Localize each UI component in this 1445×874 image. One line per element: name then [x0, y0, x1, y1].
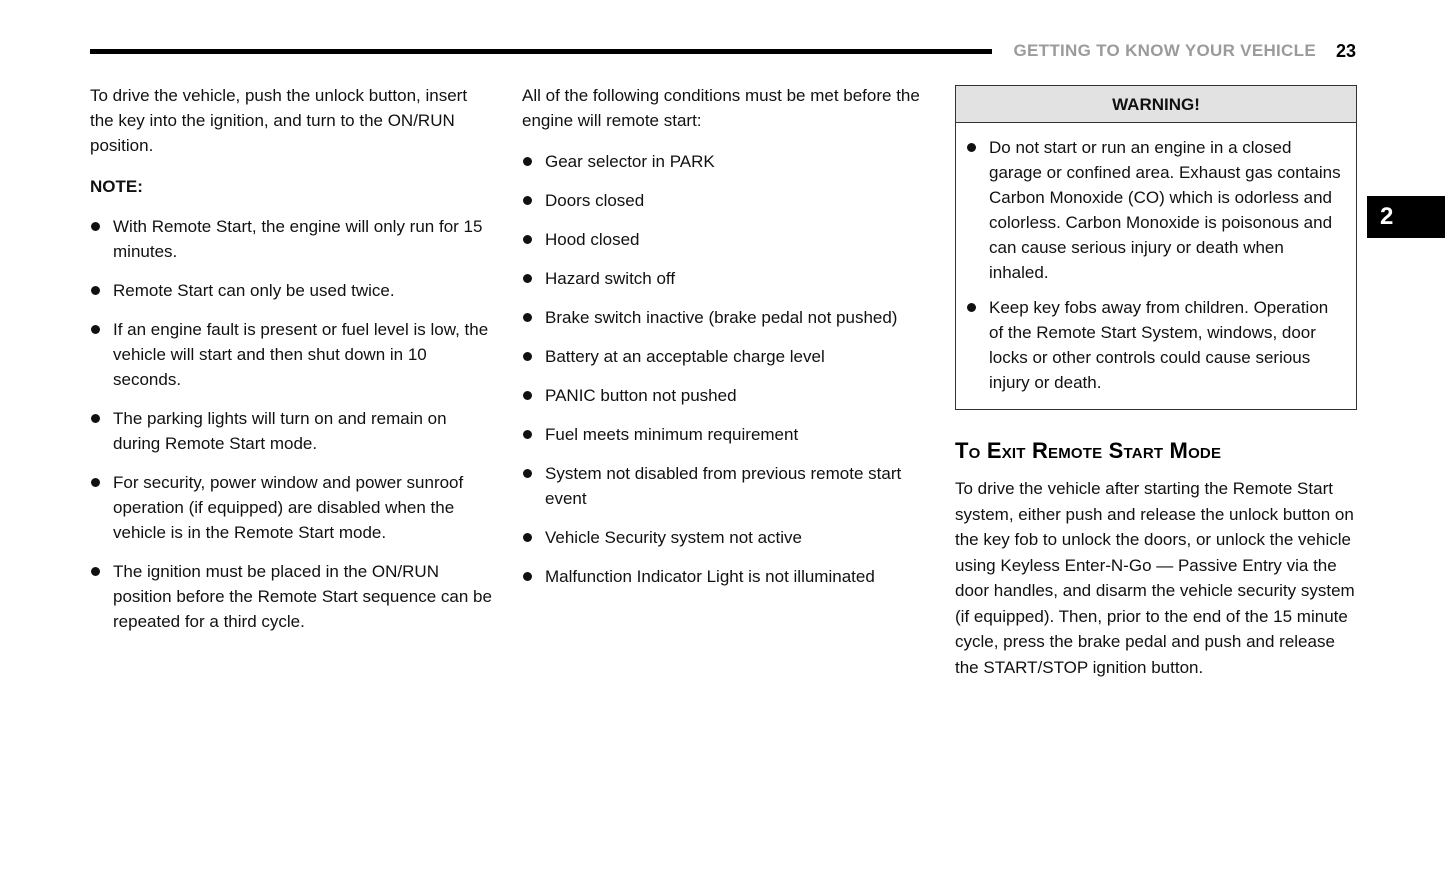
- column-middle: [522, 83, 930, 603]
- condition-item: Doors closed: [522, 188, 930, 213]
- section-title: GETTING TO KNOW YOUR VEHICLE: [1013, 41, 1316, 60]
- column-left: [90, 83, 494, 648]
- conditions-intro-paragraph: All of the following conditions must be met before the engine will remote start:: [522, 86, 920, 130]
- warning-item: Do not start or run an engine in a closed garage or confined area. Exhaust gas contains Carbon Monoxide (CO) which is odorless and colorless. Carbon Monoxide is poisonous and can cause serious injury or death when inhaled.: [966, 135, 1344, 285]
- warning-box: [955, 85, 1357, 410]
- warning-title: WARNING!: [956, 86, 1356, 123]
- exit-remote-start-paragraph: To drive the vehicle after starting the Remote Start system, either push and release the unlock button on the key fob to unlock the doors, or unlock the vehicle using Keyless Enter-N-Go — Passive Entry via the door handles, and disarm the vehicle security system (if equipped). Then, prior to the end of the 15 minute cycle, press the brake pedal and push and release the START/STOP ignition button.: [955, 479, 1355, 677]
- condition-item: Hood closed: [522, 227, 930, 252]
- warning-list: [966, 135, 1344, 395]
- exit-remote-start-heading: To Exit Remote Start Mode: [955, 438, 1222, 463]
- condition-item: System not disabled from previous remote start event: [522, 461, 930, 511]
- header-rule: [90, 49, 992, 54]
- condition-item: Brake switch inactive (brake pedal not pushed): [522, 305, 930, 330]
- column-right: [955, 85, 1357, 680]
- note-item: If an engine fault is present or fuel level is low, the vehicle will start and then shut down in 10 seconds.: [90, 317, 494, 392]
- condition-item: Gear selector in PARK: [522, 149, 930, 174]
- note-label: NOTE:: [90, 177, 143, 196]
- condition-item: Hazard switch off: [522, 266, 930, 291]
- warning-body: [956, 123, 1356, 409]
- condition-item: Vehicle Security system not active: [522, 525, 930, 550]
- left-intro-paragraph: To drive the vehicle, push the unlock button, insert the key into the ignition, and turn to the ON/RUN position.: [90, 86, 468, 155]
- warning-item: Keep key fobs away from children. Operation of the Remote Start System, windows, door locks or other controls could cause serious injury or death.: [966, 295, 1344, 395]
- note-item: Remote Start can only be used twice.: [90, 278, 494, 303]
- condition-item: PANIC button not pushed: [522, 383, 930, 408]
- page-header: [90, 38, 1356, 64]
- condition-item: Battery at an acceptable charge level: [522, 344, 930, 369]
- note-item: For security, power window and power sunroof operation (if equipped) are disabled when the vehicle is in the Remote Start mode.: [90, 470, 494, 545]
- note-list: [90, 214, 494, 634]
- chapter-tab: 2: [1367, 196, 1445, 238]
- page-number: 23: [1335, 40, 1356, 61]
- conditions-list: [522, 149, 930, 589]
- note-item: With Remote Start, the engine will only run for 15 minutes.: [90, 214, 494, 264]
- condition-item: Fuel meets minimum requirement: [522, 422, 930, 447]
- note-item: The parking lights will turn on and remain on during Remote Start mode.: [90, 406, 494, 456]
- note-item: The ignition must be placed in the ON/RUN position before the Remote Start sequence can be repeated for a third cycle.: [90, 559, 494, 634]
- condition-item: Malfunction Indicator Light is not illuminated: [522, 564, 930, 589]
